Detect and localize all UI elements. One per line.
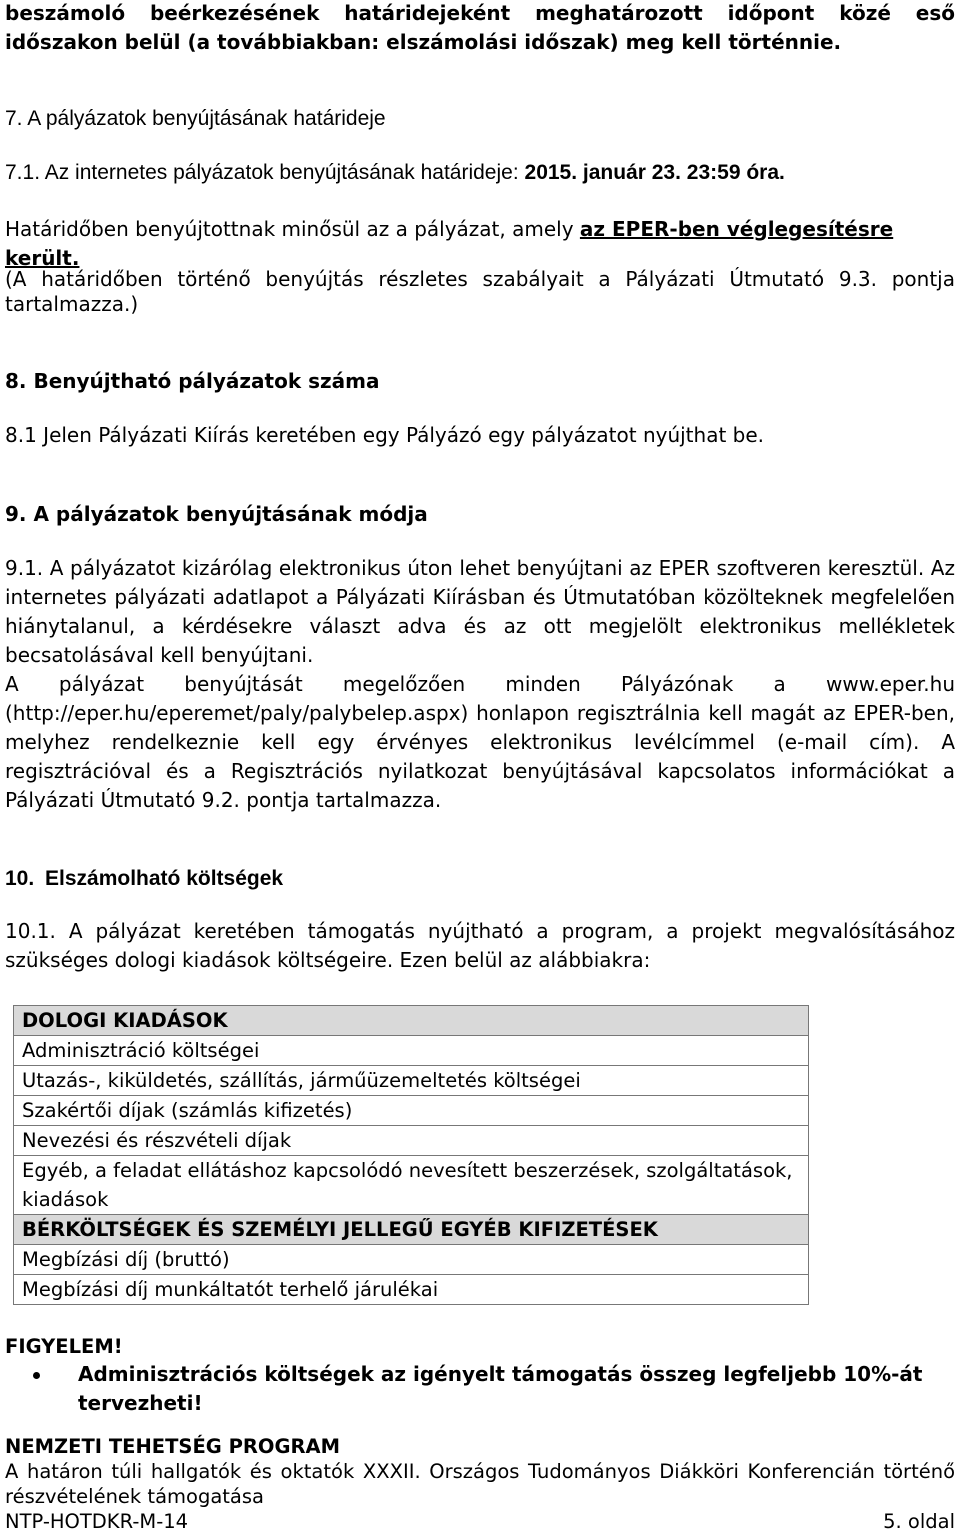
section-10-1-text: 10.1. A pályázat keretében támogatás nyújtható a program, a projekt megvalósításához szükséges dologi kiadások költségeire. Ezen belül az alábbiakra: — [5, 919, 955, 972]
section-7-note — [5, 267, 955, 317]
section-9-heading — [5, 500, 955, 529]
table-header-row — [14, 1006, 809, 1036]
table-row — [14, 1066, 809, 1096]
table-row — [14, 1275, 809, 1305]
cost-item-cell: Adminisztráció költségei — [14, 1036, 809, 1066]
warning-bullet — [5, 1360, 955, 1420]
footer-code: NTP-HOTDKR-M-14 — [5, 1510, 189, 1533]
deadline-label: 7.1. Az internetes pályázatok benyújtásának határideje: — [5, 161, 525, 184]
cost-item-cell: Egyéb, a feladat ellátáshoz kapcsolódó nevesített beszerzések, szolgáltatások, kiadások — [14, 1156, 809, 1215]
table-row — [14, 1245, 809, 1275]
section-10-title: Elszámolható költségek — [45, 867, 284, 890]
table-header-row — [14, 1215, 809, 1245]
section-7-heading — [5, 104, 955, 133]
section-9-1 — [5, 554, 955, 815]
eligibility-condition: az EPER-ben véglegesítésre került. — [5, 217, 894, 270]
intro-paragraph — [5, 0, 955, 57]
cost-item-cell: Megbízási díj (bruttó) — [14, 1245, 809, 1275]
cost-item-cell: Megbízási díj munkáltatót terhelő járulékai — [14, 1275, 809, 1305]
table-row — [14, 1036, 809, 1066]
footer-description: A határon túli hallgatók és oktatók XXXII. Országos Tudományos Diákköri Konferencián történő részvételének támogatása — [5, 1460, 955, 1508]
section-7-1 — [5, 158, 955, 187]
cost-item-cell: Nevezési és részvételi díjak — [14, 1126, 809, 1156]
section-9-1-text: 9.1. A pályázatot kizárólag elektronikus úton lehet benyújtani az EPER szoftveren keresztül. Az internetes pályázati adatlapot a Pályázati Kiírásban és Útmutatóban közölteknek megfelelően hiánytalanul, a kérdésekre választ adva és az ott megjelölt elektronikus mellékletek becsatolásával kell benyújtani. — [5, 556, 955, 667]
intro-line-2: időszakon belül (a továbbiakban: elszámolási időszak) meg kell történnie. — [5, 30, 842, 54]
section-9-title: 9. A pályázatok benyújtásának módja — [5, 502, 428, 526]
category-cell: DOLOGI KIADÁSOK — [14, 1006, 809, 1036]
section-8-1-text: 8.1 Jelen Pályázati Kiírás keretében egy Pályázó egy pályázatot nyújthat be. — [5, 423, 765, 447]
section-7-eligibility — [5, 215, 955, 273]
cost-item-cell: Utazás-, kiküldetés, szállítás, járműüzemeltetés költségei — [14, 1066, 809, 1096]
warning-block — [5, 1332, 955, 1361]
section-9-registration-text: A pályázat benyújtását megelőzően minden Pályázónak a www.eper.hu (http://eper.hu/eperemet/paly/palybelep.aspx) honlapon regisztrálnia kell magát az EPER-ben, melyhez rendelkeznie kell egy érvényes elektronikus levélcímmel (e-mail cím). A regisztrációval és a Regisztrációs nyilatkozat benyújtásával kapcsolatos információkat a Pályázati Útmutató 9.2. pontja tartalmazza. — [5, 672, 955, 812]
eligibility-text: Határidőben benyújtottnak minősül az a pályázat, amely — [5, 217, 580, 241]
table-row — [14, 1096, 809, 1126]
eligible-costs-table — [13, 1005, 809, 1305]
category-cell: BÉRKÖLTSÉGEK ÉS SZEMÉLYI JELLEGŰ EGYÉB KIFIZETÉSEK — [14, 1215, 809, 1245]
section-7-title: 7. A pályázatok benyújtásának határideje — [5, 107, 386, 130]
section-8-heading — [5, 367, 955, 396]
section-8-title: 8. Benyújtható pályázatok száma — [5, 369, 380, 393]
warning-title: FIGYELEM! — [5, 1335, 123, 1358]
section-10-heading — [5, 864, 955, 893]
table-row — [14, 1126, 809, 1156]
intro-line-1: beszámoló beérkezésének határidejeként meghatározott időpont közé eső — [5, 1, 955, 25]
table-row — [14, 1156, 809, 1215]
deadline-value: 2015. január 23. 23:59 óra. — [524, 161, 785, 184]
bullet-icon — [33, 1372, 40, 1379]
warning-bullet-text: Adminisztrációs költségek az igényelt támogatás összeg legfeljebb 10%-át tervezheti! — [78, 1362, 923, 1415]
section-8-1 — [5, 421, 955, 450]
page-number: 5. oldal — [883, 1510, 955, 1533]
footer-program: NEMZETI TEHETSÉG PROGRAM — [5, 1435, 340, 1458]
section-10-1 — [5, 917, 955, 975]
section-10-number: 10. — [5, 867, 35, 890]
cost-item-cell: Szakértői díjak (számlás kifizetés) — [14, 1096, 809, 1126]
page-footer — [5, 1434, 955, 1534]
deadline-note: (A határidőben történő benyújtás részletes szabályait a Pályázati Útmutató 9.3. pontja tartalmazza.) — [5, 267, 955, 316]
